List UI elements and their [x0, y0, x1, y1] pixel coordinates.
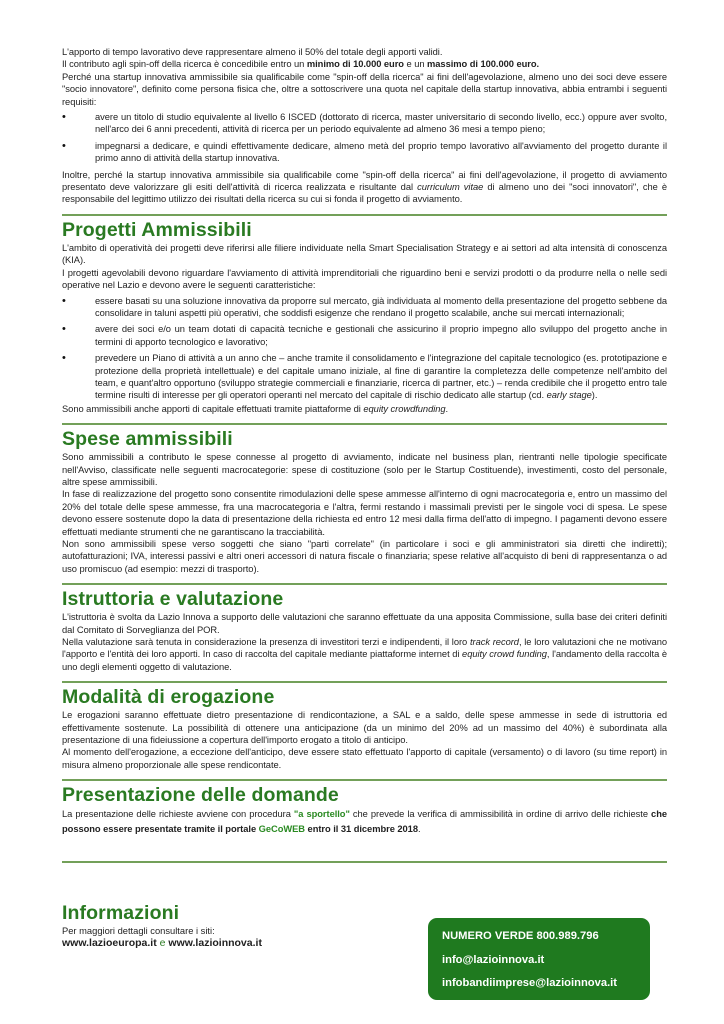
domande-section — [62, 784, 667, 837]
max-amount: massimo di 100.000 euro. — [427, 59, 540, 70]
text-italic: equity crowd funding — [462, 649, 547, 660]
text: Nella valutazione sarà tenuta in considerazione la presenza di investitori terzi e indipendenti, il loro — [62, 637, 470, 648]
text: . — [417, 824, 421, 835]
paragraph — [62, 807, 667, 837]
list-item: • avere un titolo di studio equivalente al livello 6 ISCED (dottorato di ricerca, master universitario di secondo livello, ecc.) oppure aver svolto, nell'arco dei 6 anni precedenti, attività di ricerca per un periodo equivalente ad almeno 36 mesi a tempo pieno; — [62, 111, 667, 136]
text: ). — [591, 390, 598, 401]
text-italic: track record — [469, 637, 519, 648]
text: Inoltre, perché la startup innovativa ammissibile sia qualificabile come "spin-off della ricerca" ai fini dell'agevolazione, il progetto di avviamento presentato deve valorizzare gli esiti dell'attività di ricerca realizzata e risultante dal — [62, 169, 667, 193]
text: La presentazione delle richieste avviene con procedura — [62, 809, 294, 820]
text: che prevede la verifica di ammissibilità in ordine di arrivo delle richieste — [349, 809, 652, 820]
deadline: entro il 31 dicembre 2018 — [305, 824, 418, 835]
intro-section — [62, 46, 667, 206]
section-title: Informazioni — [62, 902, 180, 924]
paragraph — [62, 403, 667, 415]
istruttoria-section — [62, 588, 667, 673]
section-title: Progetti Ammissibili — [62, 218, 252, 241]
erogazione-section — [62, 686, 667, 771]
contact-box — [428, 918, 650, 1000]
paragraph: L'istruttoria è svolta da Lazio Innova a supporto delle valutazioni che saranno effettuate da una apposita Commissione, sulla base dei criteri definiti dal Comitato di Sorveglianza del POR. — [62, 612, 667, 635]
section-title: Presentazione delle domande — [62, 784, 339, 807]
section-divider — [62, 214, 667, 216]
section-divider — [62, 861, 667, 863]
text: . — [445, 403, 449, 414]
text: , le loro valutazioni che ne motivano l'apporto e l'entità dei loro apporti. In caso di raccolta del capitale mediante piattaforme internet di — [62, 637, 667, 660]
text: e — [156, 937, 169, 949]
procedure-highlight: "a sportello" — [293, 809, 350, 820]
min-amount: minimo di 10.000 euro — [306, 59, 404, 70]
paragraph: Al momento dell'erogazione, a eccezione dell'anticipo, deve essere stato effettuato l'apporto di capitale (versamento) o di lavoro (su time report) in misura almeno proporzionale alle spese rendicontate. — [62, 747, 667, 770]
section-divider — [62, 779, 667, 781]
text-bold: che possono essere presentate tramite il portale — [62, 809, 667, 835]
text-italic: equity crowdfunding — [363, 403, 446, 414]
intro-paragraph-3: Perché una startup innovativa ammissibile sia qualificabile come "spin-off della ricerca" ai fini dell'agevolazione, almeno uno dei soci deve essere "socio innovatore", definito come persona fisica che, oltre a sottoscrivere una quota nel capitale della startup innovativa, abbia entrambi i seguenti requisiti: — [62, 71, 667, 107]
list-item: • impegnarsi a dedicare, e quindi effettivamente dedicare, almeno metà del proprio tempo lavorativo all'avviamento del progetto durante il primo anno di attività della startup innovativa. — [62, 140, 667, 165]
paragraph: I progetti agevolabili devono riguardare l'avviamento di attività imprenditoriali che riguardino beni e servizi prodotti o da produrre nella o nelle sedi operative nel Lazio e devono avere le seguenti caratteristiche: — [62, 267, 667, 291]
section-title: Istruttoria e valutazione — [62, 588, 284, 611]
paragraph: Non sono ammissibili spese verso soggetti che siano "parti correlate" (in particolare i soci e gli amministratori sia diretti che indiretti); autofatturazioni; IVA, interessi passivi e altri oneri accessori di natura fiscale o finanziaria; spese relative all'acquisto di beni di rappresentanza o ad uso promiscuo (ad esempio: mezzi di trasporto). — [62, 539, 667, 574]
section-title: Modalità di erogazione — [62, 686, 275, 709]
link-lazioinnova[interactable]: www.lazioinnova.it — [168, 937, 262, 949]
text: di almeno uno dei "soci innovatori", che è responsabile del legittimo utilizzo dei risultati della ricerca su cui si fonda il progetto di avviamento. — [62, 182, 668, 205]
paragraph: Le erogazioni saranno effettuate dietro presentazione di rendicontazione, a SAL e a saldo, delle spese ammesse in sede di istruttoria ed effettivamente sostenute. La possibilità di ottenere una anticipazione (da un minimo del 20% ad un massimo del 40%) è subordinata alla presentazione di una fideiussione a copertura dell'importo erogato a titolo di anticipo. — [62, 710, 667, 746]
progetti-section — [62, 219, 667, 415]
list-item — [62, 352, 667, 402]
paragraph: In fase di realizzazione del progetto sono consentite rimodulazioni delle spese ammesse all'interno di ogni macrocategoria e, entro un massimo del 20% del totale delle spese ammesse, fra una macrocategoria e l'altra, fermi restando i massimali previsti per le singole voci di spesa. Le spese devono essere sostenute dopo la data di presentazione della richiesta ed entro 12 mesi dalla firma dell'atto di impegno. I pagamenti devono essere effettuati mediante strumenti che ne garantiscano la tracciabilità. — [62, 489, 667, 537]
characteristics-list — [62, 295, 667, 402]
section-divider — [62, 681, 667, 683]
text: e un — [403, 59, 428, 70]
text: Sono ammissibili anche apporti di capitale effettuati tramite piattaforme di — [62, 403, 364, 414]
toll-free-number[interactable]: NUMERO VERDE 800.989.796 — [442, 930, 599, 942]
intro-paragraph-1: L'apporto di tempo lavorativo deve rappresentare almeno il 50% del totale degli apporti validi. — [62, 47, 443, 57]
email-info[interactable]: info@lazioinnova.it — [442, 953, 545, 966]
text: Il contributo agli spin-off della ricerca è concedibile entro un — [62, 59, 307, 70]
intro-paragraph-2 — [62, 58, 667, 70]
paragraph — [62, 636, 667, 673]
intro-paragraph-4 — [62, 169, 667, 206]
text-italic: curriculum vitae — [417, 182, 484, 193]
paragraph: L'ambito di operatività dei progetti deve riferirsi alle filiere individuate nella Smart Specialisation Strategy e ai settori ad alta intensità di conoscenza (KIA). — [62, 242, 667, 266]
section-title: Spese ammissibili — [62, 428, 233, 451]
info-sites — [62, 937, 262, 949]
text: prevedere un Piano di attività a un anno che – anche tramite il consolidamento e l'integrazione del capitale tecnologico (es. prototipazione e protezione della proprietà intellettuale) e del capitale umano iniziale, al fine di garantire la completezza delle competenze nell'ambito del team, e quant'altro opportuno (sviluppo strategie commerciali e finanziarie, ricerca di partner, etc.) – renda credibile che il progetto entro tale termine risulti di interesse per gli operatori operanti nel mercato del capitale di rischio dedicato alle startup (cd. — [95, 353, 667, 401]
spese-section — [62, 428, 667, 575]
info-intro: Per maggiori dettagli consultare i siti: — [62, 926, 215, 936]
link-lazioeuropa[interactable]: www.lazioeuropa.it — [62, 937, 157, 949]
requirements-list — [62, 111, 667, 165]
text: , l'andamento della raccolta è uno degli elementi oggetto di valutazione. — [62, 649, 667, 672]
portal-name: GeCoWEB — [258, 824, 306, 835]
text-italic: early stage — [546, 390, 592, 401]
informazioni-section — [62, 902, 262, 949]
section-divider — [62, 583, 667, 585]
list-item: • avere dei soci e/o un team dotati di capacità tecniche e gestionali che assicurino il proprio impegno allo sviluppo del progetto anche in termini di apporto tecnologico e lavorativo; — [62, 323, 667, 348]
paragraph: Sono ammissibili a contributo le spese connesse al progetto di avviamento, indicate nel business plan, rientranti nelle tipologie specificate nell'Avviso, classificate nelle seguenti macrocategorie: spese di costituzione (solo per le Startup Costituende), investimenti, costo del personale, altre spese ammissibili. — [62, 452, 667, 487]
email-infobandi[interactable]: infobandiimprese@lazioinnova.it — [442, 977, 618, 989]
list-item: • essere basati su una soluzione innovativa da proporre sul mercato, già individuata al momento della presentazione del progetto sebbene da consolidare in taluni aspetti più operativi, che soddisfi esigenze che rendano il progetto scalabile, anche sui mercati internazionali; — [62, 295, 667, 320]
section-divider — [62, 423, 667, 425]
document-page — [62, 46, 667, 866]
